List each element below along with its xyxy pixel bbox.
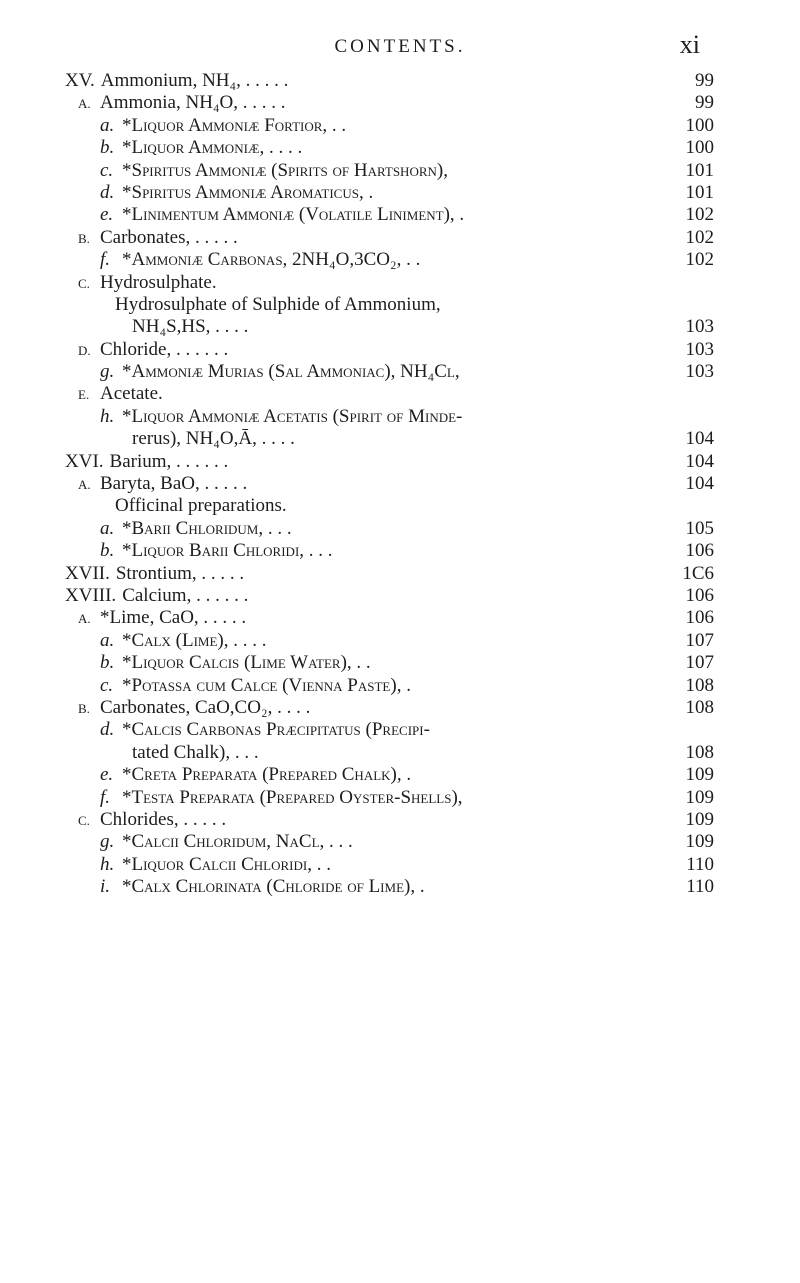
toc-entry (0, 137, 800, 159)
entry-page: 104 (685, 450, 714, 472)
entry-marker: a. (100, 114, 115, 136)
entry-page: 103 (685, 338, 714, 360)
entry-marker: XV. (65, 70, 95, 91)
entry-page: 109 (685, 831, 714, 853)
toc-entry (0, 361, 800, 383)
entry-marker: f. (100, 249, 111, 271)
entry-text: *Potassa cum Calce (Vienna Paste), . (122, 674, 411, 696)
toc-entry (0, 764, 800, 786)
entry-marker: A. (78, 96, 91, 112)
toc-entry (0, 428, 800, 450)
entry-page: 109 (685, 808, 714, 830)
toc-entry (0, 406, 800, 428)
toc-entry (0, 854, 800, 876)
entry-marker: d. (100, 181, 115, 203)
entry-marker: c. (100, 674, 114, 696)
toc-entry (0, 182, 800, 204)
entry-marker: E. (78, 387, 90, 403)
toc-entry (0, 607, 800, 629)
entry-page: 99 (695, 70, 714, 91)
toc-entry (0, 272, 800, 294)
entry-marker: b. (100, 652, 115, 674)
entry-text: NH₄S,HS, . . . . (132, 316, 249, 338)
toc-entry (0, 316, 800, 338)
entry-text: Hydrosulphate. (100, 271, 217, 293)
entry-marker: D. (78, 342, 91, 358)
entry-page: 102 (685, 249, 714, 271)
entry-page: 109 (685, 786, 714, 808)
entry-marker: d. (100, 719, 115, 741)
entry-text: Chloride, . . . . . . (100, 338, 229, 360)
entry-text: Strontium, . . . . . (115, 562, 245, 584)
entry-text: *Ammoniæ Murias (Sal Ammoniac), NH₄Cl, (122, 361, 460, 383)
entry-text: Baryta, BaO, . . . . . (100, 473, 248, 495)
entry-text: *Liquor Ammoniæ Acetatis (Spirit of Minde- (122, 405, 463, 427)
entry-text: *Liquor Barii Chloridi, . . . (122, 540, 333, 562)
entry-marker: C. (78, 275, 90, 291)
entry-text: *Calx Chlorinata (Chloride of Lime), . (122, 876, 425, 898)
entry-marker: e. (100, 764, 114, 786)
toc-entry (0, 70, 800, 92)
entry-marker: XVII. (65, 562, 110, 584)
entry-text: Chlorides, . . . . . (100, 808, 227, 830)
entry-text: *Calcii Chloridum, NaCl, . . . (122, 831, 353, 853)
entry-marker: g. (100, 831, 115, 853)
entry-page: 101 (685, 181, 714, 203)
entry-text: *Spiritus Ammoniæ Aromaticus, . (122, 181, 374, 203)
page-header (0, 30, 800, 70)
entry-marker: A. (78, 477, 91, 493)
entry-marker: a. (100, 517, 115, 539)
toc-entry (0, 160, 800, 182)
entry-text: *Liquor Ammoniæ Fortior, . . (122, 114, 347, 136)
entry-page: 108 (685, 741, 714, 763)
entry-page: 104 (685, 473, 714, 495)
entry-page: 110 (686, 853, 714, 875)
entry-text: Carbonates, CaO,CO₂, . . . . (100, 696, 311, 718)
toc-entry (0, 719, 800, 741)
entry-page: 104 (685, 428, 714, 450)
toc-entry (0, 809, 800, 831)
entry-text: *Calx (Lime), . . . . (122, 629, 267, 651)
entry-text: rerus), NH₄O,Ā, . . . . (132, 428, 295, 450)
entry-marker: e. (100, 204, 114, 226)
entry-text: tated Chalk), . . . (132, 741, 259, 763)
entry-page: 100 (685, 137, 714, 159)
entry-page: 100 (685, 114, 714, 136)
entry-page: 107 (685, 652, 714, 674)
toc-entry (0, 742, 800, 764)
entry-marker: h. (100, 853, 115, 875)
entry-marker: i. (100, 876, 111, 898)
entry-marker: C. (78, 812, 90, 828)
entry-text: *Ammoniæ Carbonas, 2NH₄O,3CO₂, . . (122, 249, 421, 271)
entry-text: Acetate. (100, 383, 163, 405)
entry-marker: A. (78, 611, 91, 627)
entry-marker: h. (100, 405, 115, 427)
entry-page: 101 (685, 159, 714, 181)
entry-page: 106 (685, 540, 714, 562)
toc-entry (0, 383, 800, 405)
toc-entry (0, 227, 800, 249)
entry-text: *Liquor Calcis (Lime Water), . . (122, 652, 371, 674)
entry-page: 1C6 (682, 562, 714, 584)
toc-entry (0, 495, 800, 517)
entry-page: 108 (685, 674, 714, 696)
toc-entry (0, 652, 800, 674)
toc-entry (0, 339, 800, 361)
toc-entry (0, 92, 800, 114)
toc-entry (0, 115, 800, 137)
entry-marker: B. (78, 700, 90, 716)
toc-entry (0, 787, 800, 809)
entry-marker: b. (100, 137, 115, 159)
entry-page: 103 (685, 361, 714, 383)
entry-page: 102 (685, 204, 714, 226)
entry-page: 102 (685, 226, 714, 248)
entry-marker: f. (100, 786, 111, 808)
table-of-contents (0, 70, 800, 898)
entry-text: *Lime, CaO, . . . . . (100, 607, 247, 629)
entry-text: *Testa Preparata (Prepared Oyster-Shells), (122, 786, 463, 808)
toc-entry (0, 831, 800, 853)
entry-page: 108 (685, 696, 714, 718)
toc-entry (0, 540, 800, 562)
page-number: xi (679, 30, 700, 59)
toc-entry (0, 451, 800, 473)
toc-entry (0, 876, 800, 898)
entry-page: 105 (685, 517, 714, 539)
toc-entry (0, 630, 800, 652)
entry-page: 106 (685, 607, 714, 629)
toc-entry (0, 518, 800, 540)
entry-marker: c. (100, 159, 114, 181)
entry-marker: g. (100, 361, 115, 383)
entry-text: *Liquor Calcii Chloridi, . . (122, 853, 331, 875)
entry-text: *Linimentum Ammoniæ (Volatile Liniment), . (122, 204, 465, 226)
entry-marker: XVIII. (65, 584, 117, 606)
toc-entry (0, 563, 800, 585)
entry-page: 109 (685, 764, 714, 786)
toc-entry (0, 675, 800, 697)
entry-marker: b. (100, 540, 115, 562)
entry-text: *Barii Chloridum, . . . (122, 517, 292, 539)
entry-text: *Spiritus Ammoniæ (Spirits of Hartshorn), (122, 159, 448, 181)
entry-text: *Calcis Carbonas Præcipitatus (Precipi- (122, 719, 430, 741)
entry-page: 106 (685, 584, 714, 606)
toc-entry (0, 473, 800, 495)
entry-text: *Liquor Ammoniæ, . . . . (122, 137, 303, 159)
toc-entry (0, 585, 800, 607)
toc-entry (0, 204, 800, 226)
toc-entry (0, 697, 800, 719)
entry-page: 110 (686, 876, 714, 898)
toc-entry (0, 249, 800, 271)
entry-text: Ammonia, NH₄O, . . . . . (100, 92, 286, 114)
entry-page: 99 (695, 92, 714, 114)
running-title: CONTENTS. (334, 36, 466, 57)
entry-text: Calcium, . . . . . . (122, 584, 249, 606)
entry-text: Barium, . . . . . . (109, 450, 229, 472)
entry-text: Hydrosulphate of Sulphide of Ammonium, (115, 293, 441, 315)
entry-text: *Creta Preparata (Prepared Chalk), . (122, 764, 412, 786)
entry-page: 107 (685, 629, 714, 651)
toc-entry (0, 294, 800, 316)
entry-text: Ammonium, NH₄, . . . . . (100, 70, 289, 91)
entry-marker: a. (100, 629, 115, 651)
entry-marker: B. (78, 230, 90, 246)
entry-text: Carbonates, . . . . . (100, 226, 238, 248)
entry-page: 103 (685, 316, 714, 338)
entry-text: Officinal preparations. (115, 495, 287, 517)
entry-marker: XVI. (65, 450, 104, 472)
